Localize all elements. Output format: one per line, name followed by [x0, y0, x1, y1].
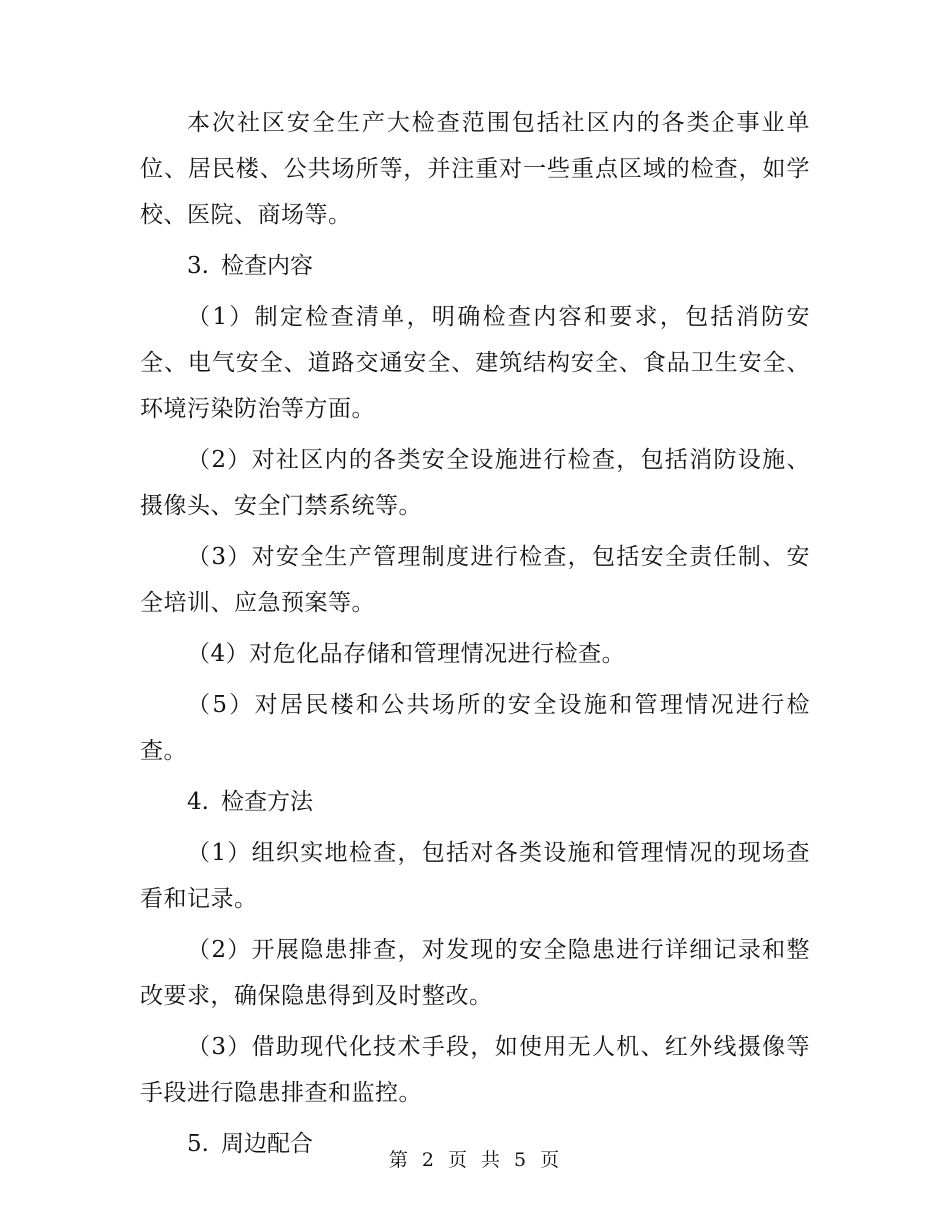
- paragraph-content-item-1: （1）制定检查清单，明确检查内容和要求，包括消防安全、电气安全、道路交通安全、建筑结构安全、食品卫生安全、环境污染防治等方面。: [140, 304, 810, 422]
- section-title: 检查内容: [221, 253, 313, 279]
- section-number: 4.: [187, 789, 209, 815]
- section-heading-4: [140, 779, 810, 825]
- paragraph-content-item-3: （3）对安全生产管理制度进行检查，包括安全责任制、安全培训、应急预案等。: [140, 544, 810, 616]
- section-title: 周边配合: [221, 1131, 313, 1157]
- paragraph-method-item-2: （2）开展隐患排查，对发现的安全隐患进行详细记录和整改要求，确保隐患得到及时整改。: [140, 937, 810, 1009]
- paragraph-method-item-3: （3）借助现代化技术手段，如使用无人机、红外线摄像等手段进行隐患排查和监控。: [140, 1034, 810, 1106]
- section-number: 3.: [187, 253, 209, 279]
- section-heading-3: [140, 243, 810, 289]
- page-footer-number: 第 2 页 共 5 页: [388, 1149, 562, 1171]
- paragraph-method-item-1: （1）组织实地检查，包括对各类设施和管理情况的现场查看和记录。: [140, 840, 810, 912]
- section-number: 5.: [187, 1131, 209, 1157]
- section-title: 检查方法: [221, 789, 313, 815]
- paragraph-content-item-2: （2）对社区内的各类安全设施进行检查，包括消防设施、摄像头、安全门禁系统等。: [140, 447, 810, 519]
- paragraph-scope: 本次社区安全生产大检查范围包括社区内的各类企事业单位、居民楼、公共场所等，并注重对一些重点区域的检查，如学校、医院、商场等。: [140, 110, 810, 228]
- paragraph-content-item-4: （4）对危化品存储和管理情况进行检查。: [187, 641, 626, 667]
- document-body: [140, 100, 810, 1167]
- paragraph-content-item-5: （5）对居民楼和公共场所的安全设施和管理情况进行检查。: [140, 692, 810, 764]
